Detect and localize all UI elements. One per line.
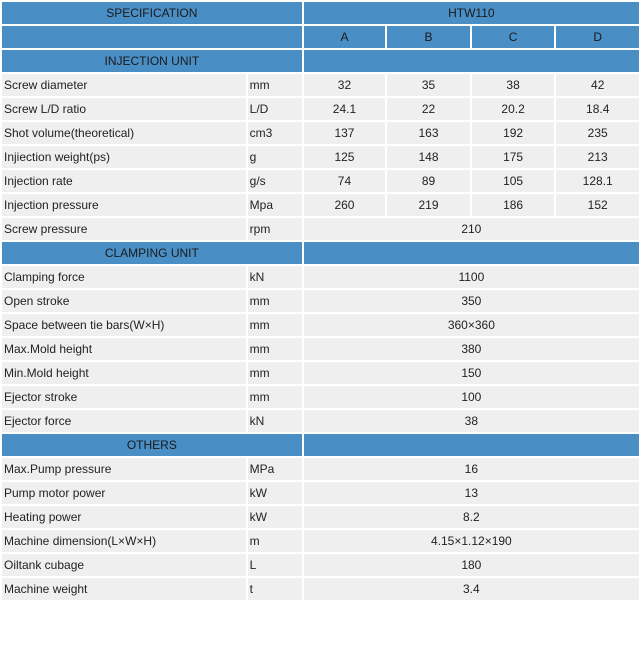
table-row	[2, 194, 639, 216]
spec-value: 175	[472, 146, 555, 168]
spec-unit: MPa	[248, 458, 302, 480]
variant-c-label: C	[472, 26, 555, 48]
table-row	[2, 266, 639, 288]
spec-unit: kW	[248, 506, 302, 528]
spec-label: Min.Mold height	[2, 362, 246, 384]
spec-label: Oiltank cubage	[2, 554, 246, 576]
spec-value: 38	[304, 410, 639, 432]
spec-value: 213	[556, 146, 639, 168]
section-title: OTHERS	[2, 434, 302, 456]
header-blank-cell	[2, 26, 302, 48]
spec-label: Screw diameter	[2, 74, 246, 96]
section-header-row	[2, 242, 639, 264]
spec-value: 35	[387, 74, 470, 96]
spec-unit: mm	[248, 362, 302, 384]
spec-value: 100	[304, 386, 639, 408]
spec-label: Screw pressure	[2, 218, 246, 240]
spec-label: Space between tie bars(W×H)	[2, 314, 246, 336]
spec-unit: rpm	[248, 218, 302, 240]
spec-unit: L	[248, 554, 302, 576]
model-label: HTW110	[304, 2, 639, 24]
spec-unit: mm	[248, 74, 302, 96]
spec-value: 1100	[304, 266, 639, 288]
spec-unit: cm3	[248, 122, 302, 144]
variant-b-label: B	[387, 26, 470, 48]
spec-value: 105	[472, 170, 555, 192]
spec-value: 125	[304, 146, 386, 168]
table-row	[2, 290, 639, 312]
table-row	[2, 386, 639, 408]
spec-value: 8.2	[304, 506, 639, 528]
spec-unit: mm	[248, 314, 302, 336]
spec-unit: g/s	[248, 170, 302, 192]
spec-unit: m	[248, 530, 302, 552]
table-row	[2, 530, 639, 552]
spec-value: 89	[387, 170, 470, 192]
spec-value: 152	[556, 194, 639, 216]
spec-value: 180	[304, 554, 639, 576]
spec-value: 32	[304, 74, 386, 96]
spec-value: 137	[304, 122, 386, 144]
spec-value: 150	[304, 362, 639, 384]
table-row	[2, 578, 639, 600]
spec-label: Heating power	[2, 506, 246, 528]
spec-value: 24.1	[304, 98, 386, 120]
header-row-model	[2, 2, 639, 24]
spec-value: 42	[556, 74, 639, 96]
spec-label: Ejector force	[2, 410, 246, 432]
spec-value: 260	[304, 194, 386, 216]
spec-label: Screw L/D ratio	[2, 98, 246, 120]
table-row	[2, 506, 639, 528]
variant-a-label: A	[304, 26, 386, 48]
spec-unit: kN	[248, 266, 302, 288]
section-header-blank	[304, 434, 639, 456]
section-title: CLAMPING UNIT	[2, 242, 302, 264]
variant-d-label: D	[556, 26, 639, 48]
spec-label: Ejector stroke	[2, 386, 246, 408]
spec-value: 186	[472, 194, 555, 216]
spec-value: 210	[304, 218, 639, 240]
spec-value: 16	[304, 458, 639, 480]
section-header-blank	[304, 50, 639, 72]
spec-unit: mm	[248, 338, 302, 360]
spec-value: 22	[387, 98, 470, 120]
section-title: INJECTION UNIT	[2, 50, 302, 72]
table-row	[2, 146, 639, 168]
spec-unit: Mpa	[248, 194, 302, 216]
spec-unit: kN	[248, 410, 302, 432]
spec-label: Machine dimension(L×W×H)	[2, 530, 246, 552]
table-row	[2, 218, 639, 240]
spec-label: Max.Pump pressure	[2, 458, 246, 480]
section-header-blank	[304, 242, 639, 264]
spec-value: 163	[387, 122, 470, 144]
spec-value: 20.2	[472, 98, 555, 120]
section-header-row	[2, 434, 639, 456]
table-row	[2, 554, 639, 576]
spec-label: Injection pressure	[2, 194, 246, 216]
spec-unit: g	[248, 146, 302, 168]
table-row	[2, 338, 639, 360]
table-row	[2, 410, 639, 432]
spec-label: Open stroke	[2, 290, 246, 312]
spec-value: 192	[472, 122, 555, 144]
spec-value: 4.15×1.12×190	[304, 530, 639, 552]
spec-label: Pump motor power	[2, 482, 246, 504]
spec-unit: L/D	[248, 98, 302, 120]
spec-value: 219	[387, 194, 470, 216]
spec-label: Injection rate	[2, 170, 246, 192]
spec-value: 74	[304, 170, 386, 192]
spec-value: 18.4	[556, 98, 639, 120]
table-row	[2, 482, 639, 504]
spec-value: 148	[387, 146, 470, 168]
table-row	[2, 362, 639, 384]
spec-label: Machine weight	[2, 578, 246, 600]
spec-value: 350	[304, 290, 639, 312]
header-row-variants	[2, 26, 639, 48]
spec-label: Shot volume(theoretical)	[2, 122, 246, 144]
table-row	[2, 122, 639, 144]
spec-value: 380	[304, 338, 639, 360]
spec-value: 235	[556, 122, 639, 144]
section-header-row	[2, 50, 639, 72]
spec-unit: t	[248, 578, 302, 600]
spec-label: Max.Mold height	[2, 338, 246, 360]
spec-unit: kW	[248, 482, 302, 504]
spec-value: 13	[304, 482, 639, 504]
spec-value: 360×360	[304, 314, 639, 336]
table-row	[2, 74, 639, 96]
table-row	[2, 458, 639, 480]
spec-value: 128.1	[556, 170, 639, 192]
spec-unit: mm	[248, 290, 302, 312]
spec-unit: mm	[248, 386, 302, 408]
spec-label: Clamping force	[2, 266, 246, 288]
spec-value: 3.4	[304, 578, 639, 600]
table-row	[2, 170, 639, 192]
spec-value: 38	[472, 74, 555, 96]
specification-label: SPECIFICATION	[2, 2, 302, 24]
table-row	[2, 98, 639, 120]
table-row	[2, 314, 639, 336]
spec-label: Injiection weight(ps)	[2, 146, 246, 168]
